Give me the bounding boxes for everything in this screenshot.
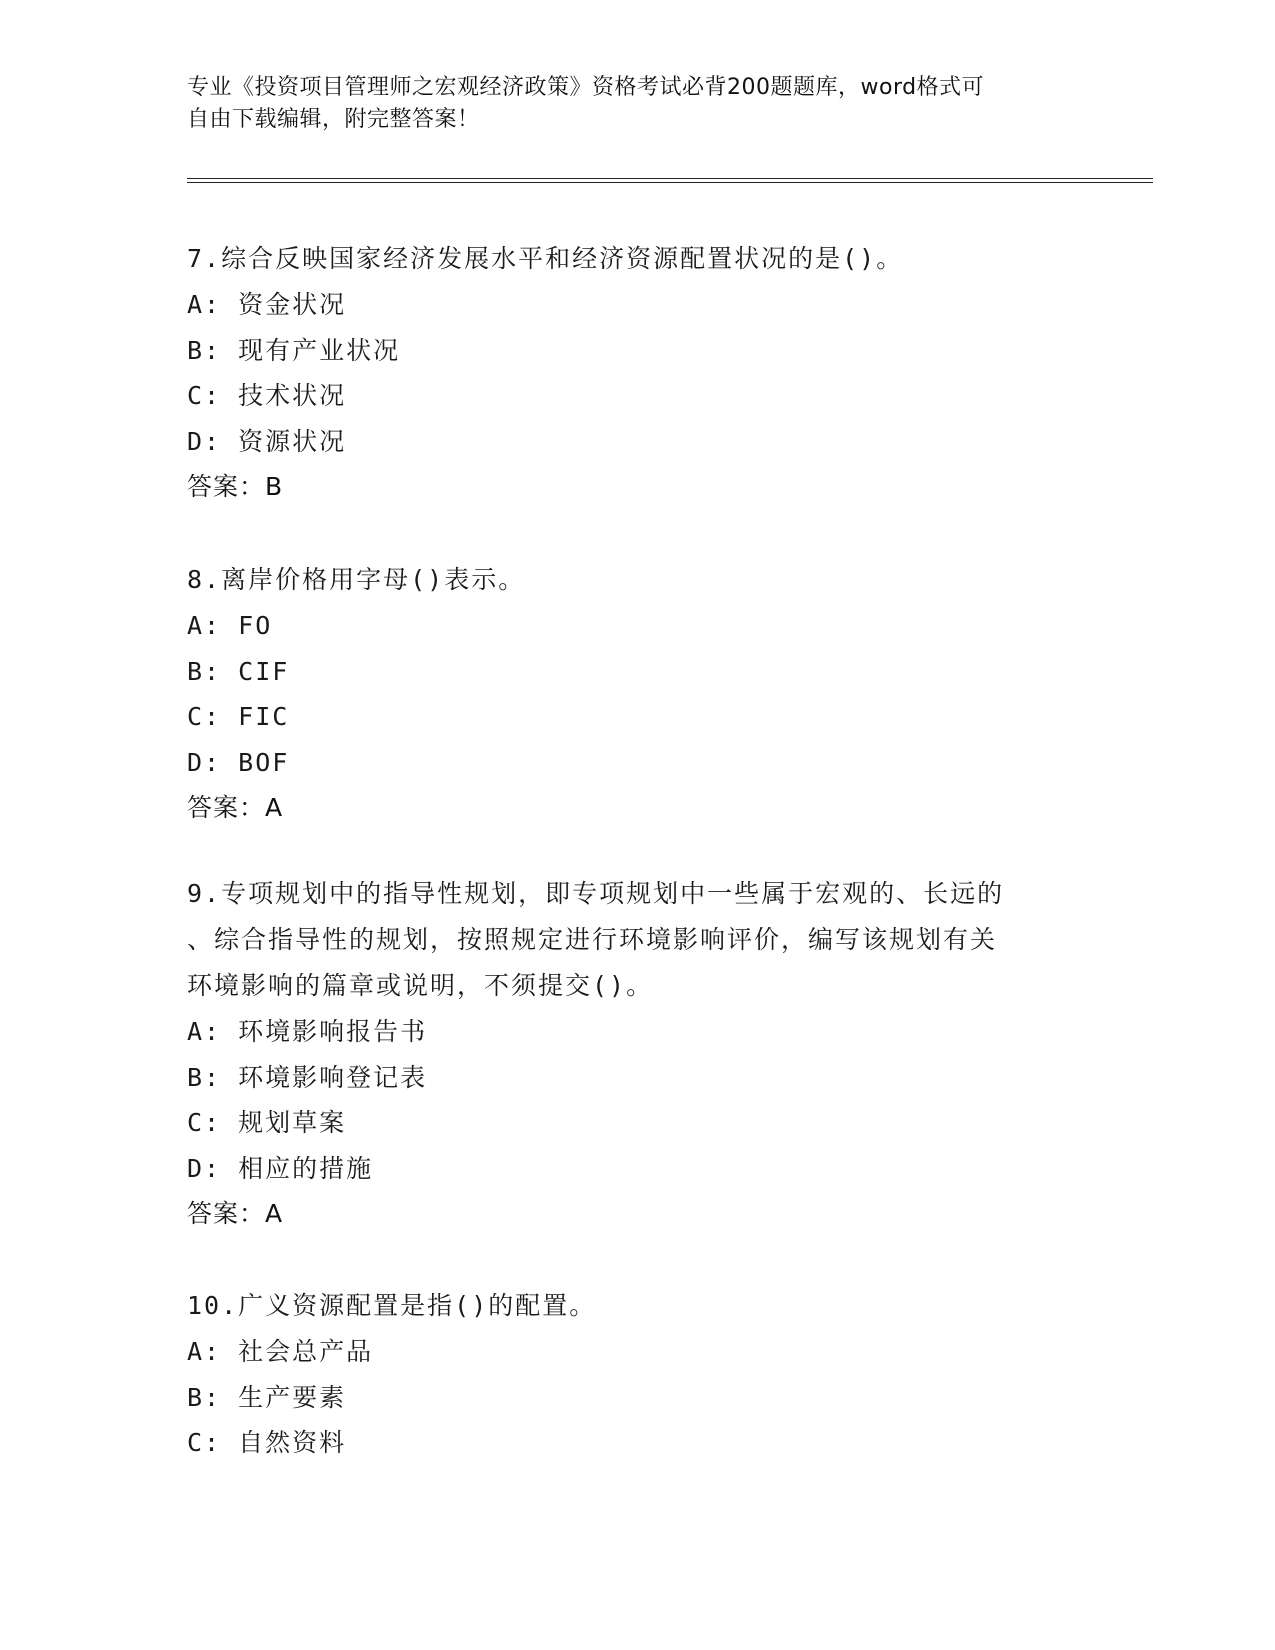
answer: 答案：B xyxy=(187,472,284,501)
option-d: D: 相应的措施 xyxy=(187,1153,374,1183)
document-header xyxy=(187,72,1067,136)
question-8 xyxy=(187,557,1067,830)
option-a: A: 环境影响报告书 xyxy=(187,1017,428,1046)
header-line-1: 专业《投资项目管理师之宏观经济政策》资格考试必背200题题库，word格式可 xyxy=(187,75,985,100)
option-c: C: 技术状况 xyxy=(187,381,347,410)
option-c: C: 自然资料 xyxy=(187,1428,347,1457)
header-divider-bottom xyxy=(187,182,1153,183)
question-10 xyxy=(187,1283,1067,1466)
option-a: A: 资金状况 xyxy=(187,290,347,319)
answer: 答案：A xyxy=(187,793,284,822)
question-stem: 10.广义资源配置是指()的配置。 xyxy=(187,1291,597,1320)
header-line-2: 自由下载编辑，附完整答案！ xyxy=(187,107,480,132)
option-c: C: FIC xyxy=(187,702,290,731)
option-a: A: 社会总产品 xyxy=(187,1337,374,1366)
option-a: A: FO xyxy=(187,611,273,640)
question-stem-line-2: 、综合指导性的规划，按照规定进行环境影响评价，编写该规划有关 xyxy=(187,925,998,954)
option-b: B: 现有产业状况 xyxy=(187,335,401,365)
question-stem: 8.离岸价格用字母()表示。 xyxy=(187,565,526,594)
question-stem-line-1: 9.专项规划中的指导性规划，即专项规划中一些属于宏观的、长远的 xyxy=(187,879,1005,908)
question-stem: 7.综合反映国家经济发展水平和经济资源配置状况的是()。 xyxy=(187,244,904,273)
question-stem-line-3: 环境影响的篇章或说明，不须提交()。 xyxy=(187,971,654,1000)
option-b: B: CIF xyxy=(187,656,290,686)
option-d: D: 资源状况 xyxy=(187,426,347,456)
option-c: C: 规划草案 xyxy=(187,1108,347,1137)
header-divider-top xyxy=(187,178,1153,179)
option-b: B: 环境影响登记表 xyxy=(187,1062,428,1092)
answer: 答案：A xyxy=(187,1199,284,1228)
question-7 xyxy=(187,236,1067,509)
option-b: B: 生产要素 xyxy=(187,1382,347,1412)
question-9 xyxy=(187,871,1067,1236)
option-d: D: BOF xyxy=(187,747,290,777)
